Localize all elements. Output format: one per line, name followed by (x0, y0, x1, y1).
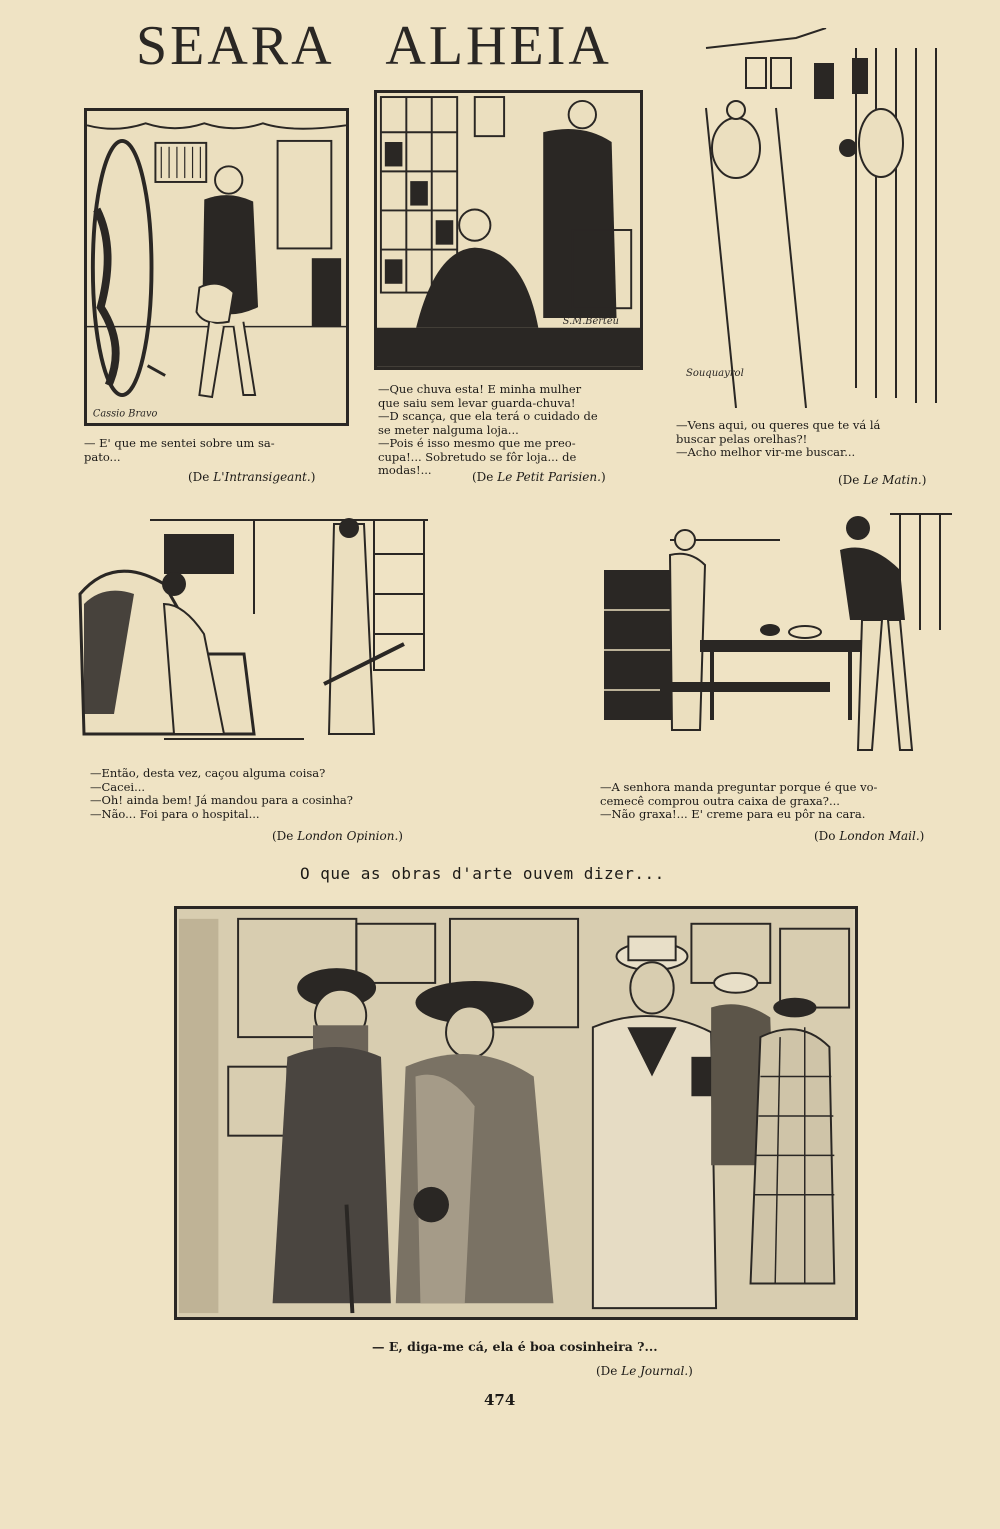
cartoon-2-source: (De Le Petit Parisien.) (472, 470, 606, 484)
cartoon-3-signature: Souquayrol (686, 368, 744, 379)
cartoon-1-signature: Cassio Bravo (92, 408, 158, 420)
cartoon-5-source: (Do London Mail.) (814, 829, 925, 843)
cartoon-3-caption: —Vens aqui, ou queres que te vá lá buscar pelas orelhas?! —Acho melhor vir-me buscar... (676, 418, 881, 459)
cartoon-hunter (74, 514, 428, 758)
cartoon-6-source: (De Le Journal.) (596, 1364, 693, 1378)
cartoon-1-caption: — E' que me sentei sobre um sa- pato... (84, 436, 275, 464)
cartoon-2-caption: —Que chuva esta! E minha mulher que saiu sem levar guarda-chuva! —D scança, que ela terá o cuidado de se meter nalguma loja... —Pois é isso mesmo que me preo- cupa!... Sobretudo se fôr loja... de modas!... (378, 382, 598, 477)
cartoon-1-source: (De L'Intransigeant.) (188, 470, 316, 484)
cartoon-kitchen (600, 510, 952, 772)
cartoon-4-caption: —Então, desta vez, caçou alguma coisa? —Cacei... —Oh! ainda bem! Já mandou para a cosinha? —Não... Foi para o hospital... (90, 766, 353, 821)
cartoon-3-source: (De Le Matin.) (838, 473, 927, 487)
page-title: SEARA ALHEIA (136, 15, 612, 77)
cartoon-street (676, 28, 948, 408)
cartoon-office (374, 90, 643, 370)
cartoon-mirror (84, 108, 349, 426)
cartoon-2-signature: S.M.Berteu (562, 315, 619, 327)
section-subheading: O que as obras d'arte ouvem dizer... (300, 864, 665, 883)
page-number: 474 (484, 1391, 516, 1409)
cartoon-gallery (174, 906, 858, 1320)
cartoon-5-caption: —A senhora manda preguntar porque é que vo- cemecê comprou outra caixa de graxa?... —Não graxa!... E' creme para eu pôr na cara. (600, 780, 878, 821)
cartoon-4-source: (De London Opinion.) (272, 829, 403, 843)
cartoon-6-caption: — E, diga-me cá, ela é boa cosinheira ?... (372, 1339, 658, 1354)
